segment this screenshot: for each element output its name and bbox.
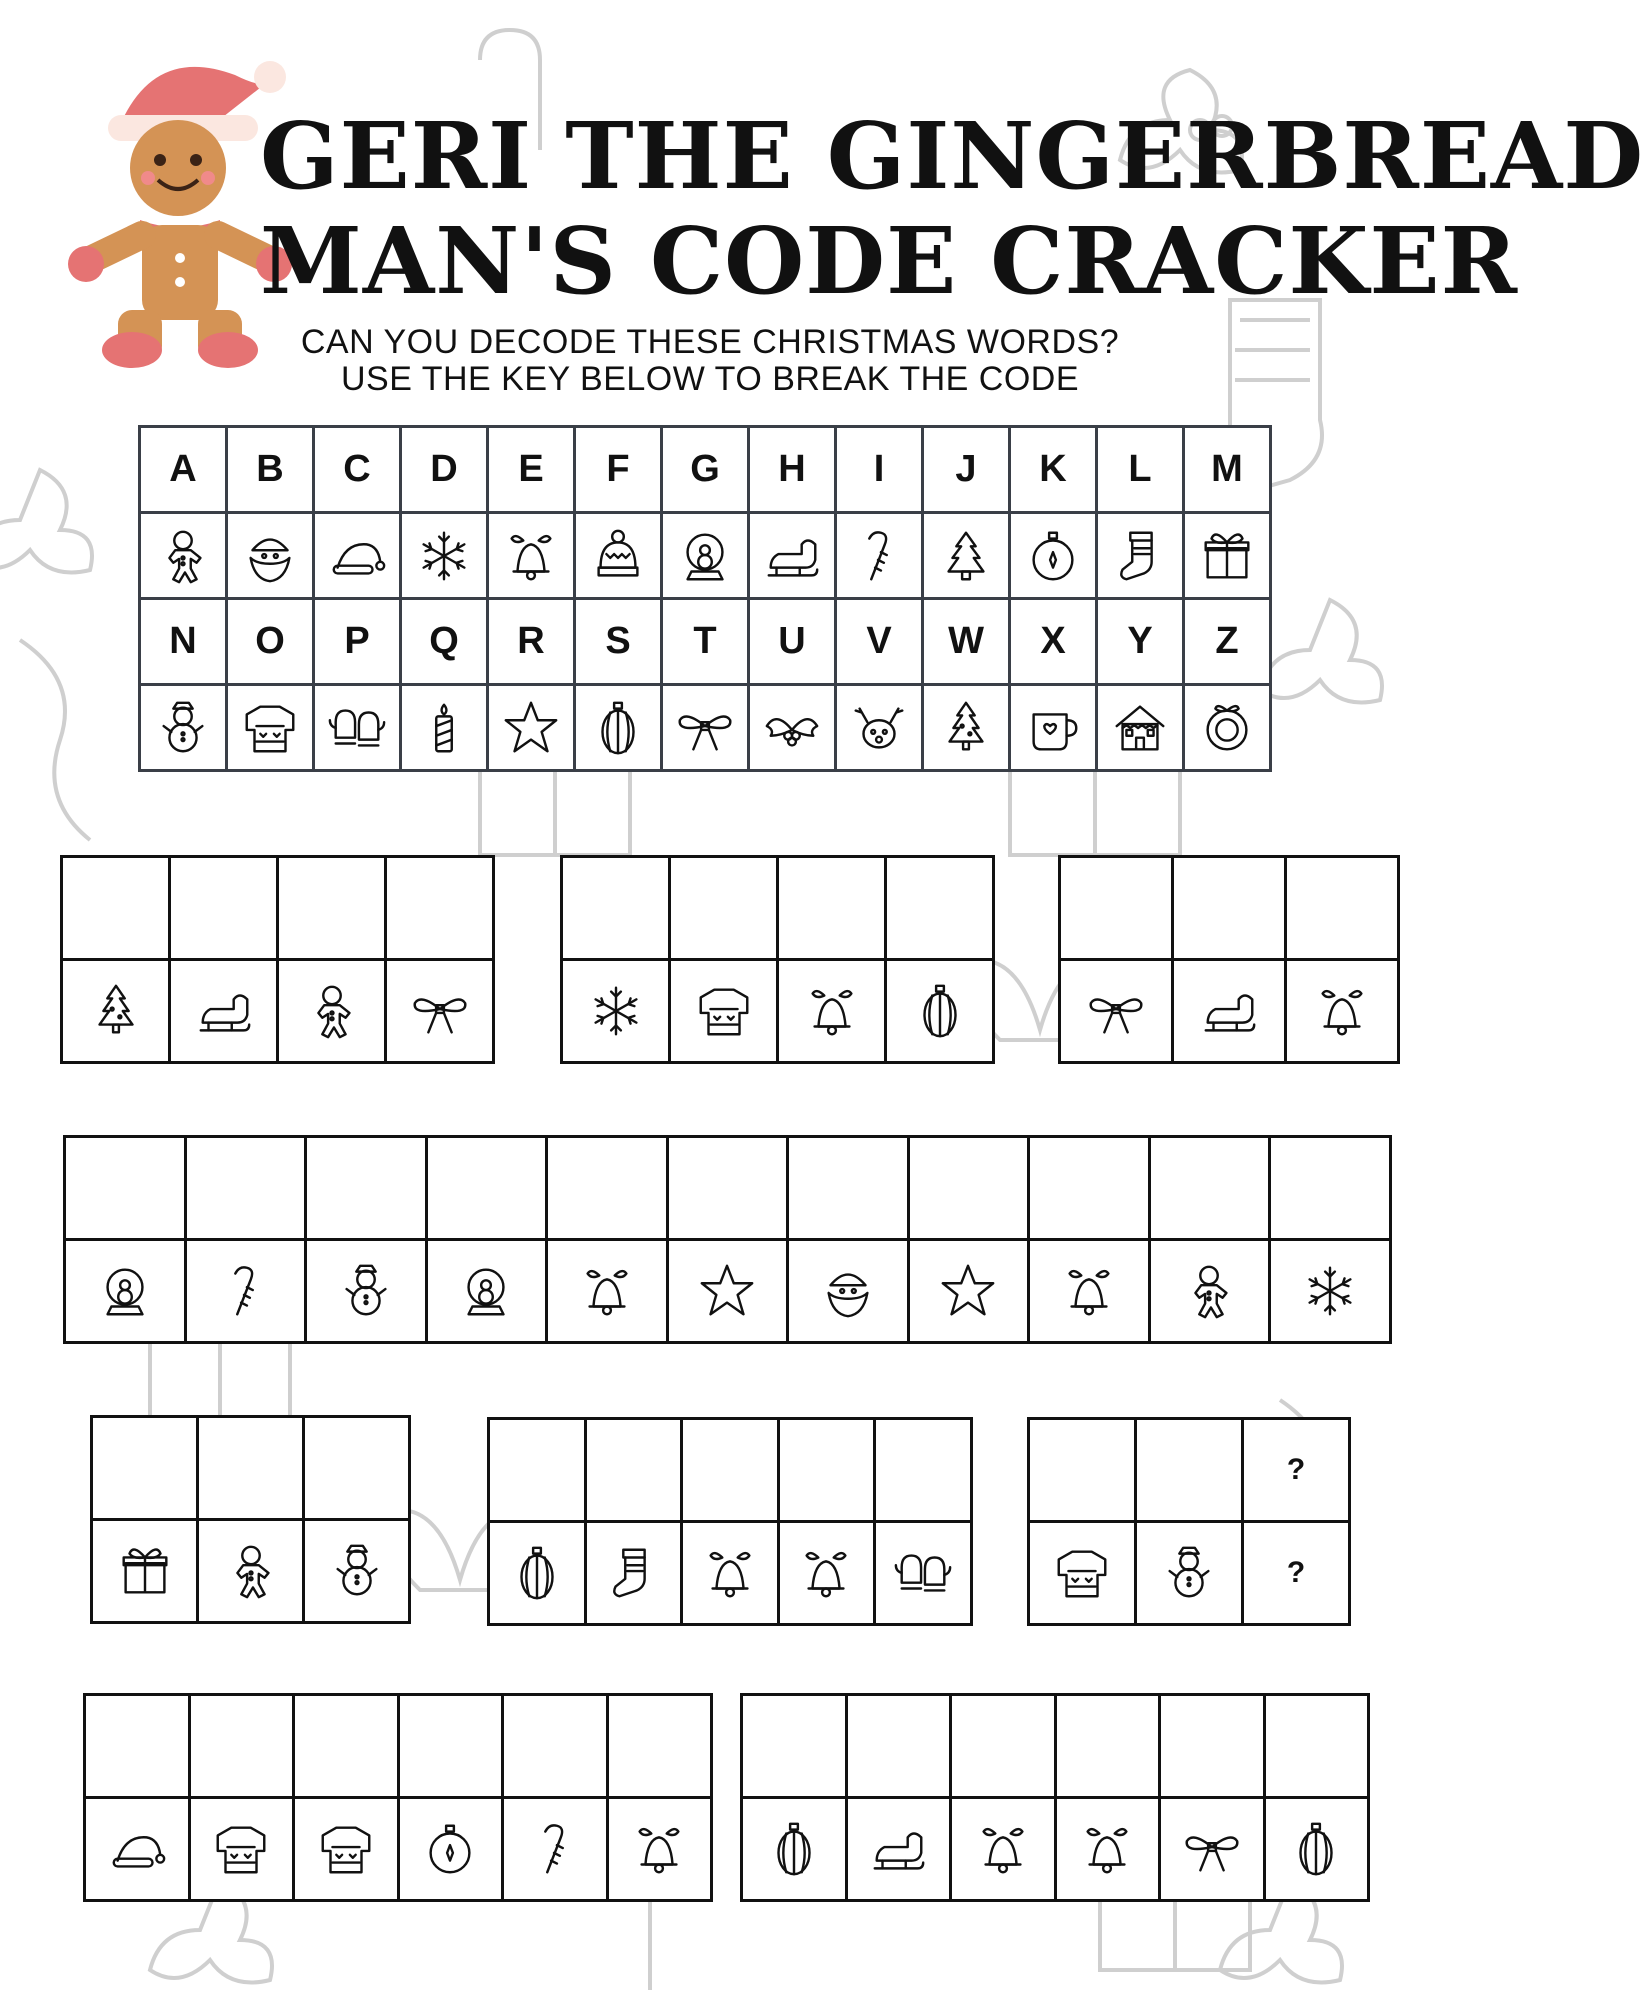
bell-icon [699,1542,761,1604]
reindeer-icon [848,697,910,759]
jumper-icon [315,1818,377,1880]
answer-box[interactable] [886,857,994,960]
symbol-cell [886,960,994,1063]
answer-row [489,1419,972,1522]
key-letter-w: W [923,599,1010,685]
answer-box[interactable] [426,1137,547,1240]
subtitle-line-1: CAN YOU DECODE THESE CHRISTMAS WORDS? [300,323,1120,361]
bow-icon [1181,1818,1243,1880]
answer-row [1029,1419,1350,1522]
candy-cane-icon [848,525,910,587]
answer-box[interactable] [398,1695,503,1798]
symbol-row [1060,960,1399,1063]
answer-box[interactable] [189,1695,294,1798]
sleigh-icon [867,1818,929,1880]
answer-box[interactable] [1055,1695,1160,1798]
sleigh-icon [1198,980,1260,1042]
key-letter-row [140,599,1271,685]
symbol-row [65,1240,1391,1343]
symbol-cell [788,1240,909,1343]
answer-box[interactable] [607,1695,712,1798]
answer-row [92,1417,410,1520]
symbol-cell [503,1798,608,1901]
santa-hat-icon [106,1818,168,1880]
key-symbol-q [401,685,488,771]
symbol-cell [386,960,494,1063]
subtitle-line-2: USE THE KEY BELOW TO BREAK THE CODE [340,360,1079,398]
gift-decoration [480,765,630,855]
candle-icon [413,697,475,759]
symbol-cell [585,1522,682,1625]
snowman-icon [152,697,214,759]
striped-bauble-icon [506,1542,568,1604]
key-symbol-i [836,513,923,599]
answer-box[interactable] [1029,1137,1150,1240]
key-letter-r: R [488,599,575,685]
answer-box[interactable] [951,1695,1056,1798]
answer-box[interactable] [778,857,886,960]
symbol-cell [682,1522,779,1625]
snowflake-icon [413,525,475,587]
answer-box[interactable] [682,1419,779,1522]
symbol-row [489,1522,972,1625]
bell-icon [795,1542,857,1604]
jumper-icon [693,980,755,1042]
puzzle-word-7 [1027,1417,1351,1626]
symbol-cell [1160,1798,1265,1901]
key-symbol-v [836,685,923,771]
symbol-cell [778,960,886,1063]
bell-icon [1058,1260,1120,1322]
holly-decoration [1260,600,1382,703]
symbol-cell [778,1522,875,1625]
symbol-cell [278,960,386,1063]
symbol-cell [951,1798,1056,1901]
puzzle-word-5 [90,1415,411,1624]
key-symbol-row [140,685,1271,771]
striped-bauble-icon [763,1818,825,1880]
puzzle-word-9 [740,1693,1370,1902]
symbol-cell [1029,1240,1150,1343]
key-symbol-t [662,685,749,771]
snowman-icon [326,1540,388,1602]
candy-cane-icon [524,1818,586,1880]
answer-row [62,857,494,960]
star-icon [500,697,562,759]
key-symbol-x [1010,685,1097,771]
gingerbread-body-icon [68,120,292,368]
symbol-cell [189,1798,294,1901]
bow-icon [674,697,736,759]
symbol-cell [670,960,778,1063]
symbol-cell [607,1798,712,1901]
answer-box[interactable] [198,1417,304,1520]
santa-hat-icon [326,525,388,587]
key-letter-i: I [836,427,923,513]
bell-icon [576,1260,638,1322]
puzzle-word-2 [560,855,995,1064]
gingerbread-man-icon [1178,1260,1240,1322]
key-letter-t: T [662,599,749,685]
key-letter-g: G [662,427,749,513]
answer-box[interactable] [62,857,170,960]
jumper-icon [239,697,301,759]
symbol-cell [198,1520,304,1623]
gingerbread-man-icon [301,980,363,1042]
gift-decoration [1010,765,1180,855]
answer-box[interactable] [585,1419,682,1522]
key-letter-o: O [227,599,314,685]
sleigh-icon [761,525,823,587]
symbol-cell [185,1240,306,1343]
symbol-cell [1060,960,1173,1063]
key-letter-y: Y [1097,599,1184,685]
key-symbol-b [227,513,314,599]
key-letter-f: F [575,427,662,513]
key-symbol-w [923,685,1010,771]
santa-face-icon [239,525,301,587]
key-symbol-k [1010,513,1097,599]
answer-box[interactable] [875,1419,972,1522]
key-symbol-c [314,513,401,599]
answer-box[interactable] [1149,1137,1270,1240]
mittens-icon [892,1542,954,1604]
holly-decoration [0,470,92,573]
symbol-row [85,1798,712,1901]
puzzle-word-1 [60,855,495,1064]
candy-cane-icon [214,1260,276,1322]
symbol-cell [92,1520,198,1623]
key-letter-k: K [1010,427,1097,513]
puzzle-word-4 [63,1135,1392,1344]
answer-box[interactable] [778,1419,875,1522]
symbol-cell [846,1798,951,1901]
key-symbol-m [1184,513,1271,599]
bow-icon [409,980,471,1042]
puzzle-word-8 [83,1693,713,1902]
jumper-icon [1051,1542,1113,1604]
answer-row [1060,857,1399,960]
key-letter-p: P [314,599,401,685]
key-letter-u: U [749,599,836,685]
answer-box[interactable] [489,1419,586,1522]
stocking-icon [1109,525,1171,587]
key-symbol-d [401,513,488,599]
key-symbol-l [1097,513,1184,599]
answer-box[interactable] [386,857,494,960]
answer-box[interactable] [306,1137,427,1240]
key-letter-d: D [401,427,488,513]
answer-box[interactable] [562,857,670,960]
symbol-cell [489,1522,586,1625]
answer-box[interactable]: ? [1243,1419,1350,1522]
title-line-2: MAN'S CODE CRACKER [260,207,1519,315]
mug-icon [1022,697,1084,759]
answer-box[interactable] [1270,1137,1391,1240]
answer-box[interactable] [1173,857,1286,960]
cipher-key-grid [138,425,1272,772]
key-letter-e: E [488,427,575,513]
symbol-cell [562,960,670,1063]
answer-box[interactable] [667,1137,788,1240]
answer-row [742,1695,1369,1798]
symbol-cell [1270,1240,1391,1343]
answer-box[interactable] [670,857,778,960]
symbol-cell [1136,1522,1243,1625]
jumper-icon [210,1818,272,1880]
star-icon [696,1260,758,1322]
bell-icon [1311,980,1373,1042]
key-letter-h: H [749,427,836,513]
gift-icon [114,1540,176,1602]
symbol-cell [1286,960,1399,1063]
gift-icon [1196,525,1258,587]
symbol-cell [1029,1522,1136,1625]
symbol-cell [667,1240,788,1343]
answer-box[interactable] [503,1695,608,1798]
answer-row [65,1137,1391,1240]
key-letter-s: S [575,599,662,685]
bauble-icon [1022,525,1084,587]
symbol-row [562,960,994,1063]
answer-box[interactable] [788,1137,909,1240]
gingerbread-man-icon [152,525,214,587]
puzzle-word-3 [1058,855,1400,1064]
key-letter-j: J [923,427,1010,513]
bell-icon [500,525,562,587]
key-letter-l: L [1097,427,1184,513]
symbol-row [62,960,494,1063]
striped-bauble-icon [587,697,649,759]
snowflake-icon [1299,1260,1361,1322]
answer-box[interactable] [294,1695,399,1798]
answer-row [562,857,994,960]
wreath-icon [1196,697,1258,759]
symbol-row [92,1520,410,1623]
answer-box[interactable] [1029,1419,1136,1522]
key-symbol-y [1097,685,1184,771]
answer-box[interactable] [278,857,386,960]
key-symbol-g [662,513,749,599]
symbol-cell [1173,960,1286,1063]
key-letter-q: Q [401,599,488,685]
answer-box[interactable] [304,1417,410,1520]
key-letter-c: C [314,427,401,513]
answer-box[interactable] [742,1695,847,1798]
key-letter-row [140,427,1271,513]
symbol-row [1029,1522,1350,1625]
answer-box[interactable] [92,1417,198,1520]
bauble-icon [419,1818,481,1880]
snow-globe-icon [94,1260,156,1322]
answer-box[interactable] [1286,857,1399,960]
symbol-cell [398,1798,503,1901]
holly-icon [761,697,823,759]
key-symbol-n [140,685,227,771]
snowflake-icon [585,980,647,1042]
snowman-icon [1158,1542,1220,1604]
symbol-cell [426,1240,547,1343]
key-symbol-e [488,513,575,599]
bell-icon [1076,1818,1138,1880]
answer-row [85,1695,712,1798]
star-icon [937,1260,999,1322]
small-tree-icon [935,697,997,759]
striped-bauble-icon [909,980,971,1042]
key-symbol-h [749,513,836,599]
key-letter-v: V [836,599,923,685]
symbol-row [742,1798,1369,1901]
symbol-cell [1055,1798,1160,1901]
key-letter-m: M [1184,427,1271,513]
key-symbol-j [923,513,1010,599]
key-symbol-p [314,685,401,771]
answer-box[interactable] [846,1695,951,1798]
lights-decoration [20,640,90,840]
gingerbread-man-icon [220,1540,282,1602]
symbol-cell [742,1798,847,1901]
snow-globe-icon [674,525,736,587]
key-letter-b: B [227,427,314,513]
mittens-icon [326,697,388,759]
symbol-cell [1264,1798,1369,1901]
snow-globe-icon [455,1260,517,1322]
key-letter-x: X [1010,599,1097,685]
key-symbol-r [488,685,575,771]
answer-box[interactable] [1160,1695,1265,1798]
symbol-cell [85,1798,190,1901]
small-tree-icon [85,980,147,1042]
key-symbol-a [140,513,227,599]
answer-box[interactable] [908,1137,1029,1240]
answer-box[interactable] [1136,1419,1243,1522]
answer-box[interactable] [65,1137,186,1240]
title-line-1: GERI THE GINGERBREAD [260,102,1644,210]
key-symbol-z [1184,685,1271,771]
key-letter-z: Z [1184,599,1271,685]
symbol-cell [65,1240,186,1343]
key-letter-n: N [140,599,227,685]
symbol-cell [306,1240,427,1343]
answer-box[interactable] [185,1137,306,1240]
symbol-cell [62,960,170,1063]
bobble-hat-icon [587,525,649,587]
mystery-symbol-cell: ? [1243,1522,1350,1625]
answer-box[interactable] [1060,857,1173,960]
bow-icon [1085,980,1147,1042]
key-letter-a: A [140,427,227,513]
santa-face-icon [817,1260,879,1322]
key-symbol-s [575,685,662,771]
answer-box[interactable] [1264,1695,1369,1798]
gingerbread-house-icon [1109,697,1171,759]
symbol-cell [294,1798,399,1901]
christmas-tree-icon [935,525,997,587]
symbol-cell [908,1240,1029,1343]
key-symbol-u [749,685,836,771]
symbol-cell [1149,1240,1270,1343]
bell-icon [972,1818,1034,1880]
key-symbol-row [140,513,1271,599]
symbol-cell [547,1240,668,1343]
stocking-icon [602,1542,664,1604]
sleigh-icon [193,980,255,1042]
symbol-cell [170,960,278,1063]
striped-bauble-icon [1285,1818,1347,1880]
bell-icon [628,1818,690,1880]
bell-icon [801,980,863,1042]
key-symbol-o [227,685,314,771]
answer-box[interactable] [170,857,278,960]
puzzle-word-6 [487,1417,973,1626]
key-symbol-f [575,513,662,599]
symbol-cell [304,1520,410,1623]
snowman-icon [335,1260,397,1322]
answer-box[interactable] [547,1137,668,1240]
symbol-cell [875,1522,972,1625]
answer-box[interactable] [85,1695,190,1798]
